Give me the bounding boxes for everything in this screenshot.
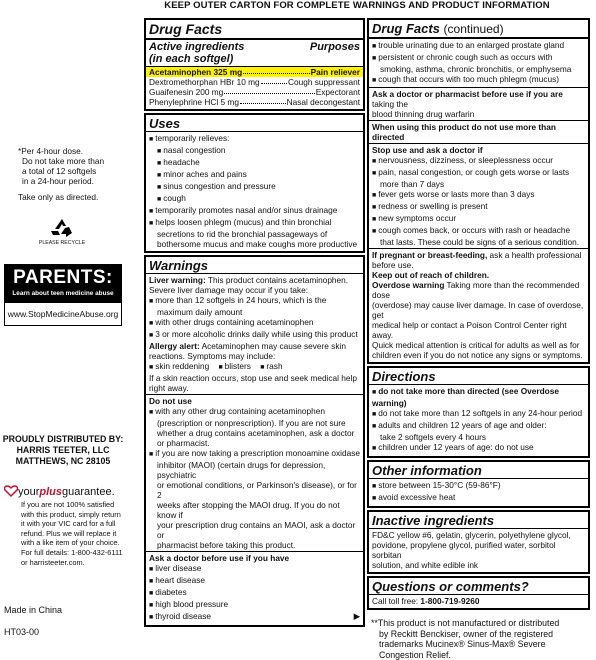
- dose-note: [18, 146, 104, 202]
- parents-url: www.StopMedicineAbuse.org: [5, 303, 121, 325]
- carton-banner: KEEP OUTER CARTON FOR COMPLETE WARNINGS AND PRODUCT INFORMATION: [118, 0, 596, 12]
- dose-note-line: *Per 4-hour dose.: [18, 146, 104, 156]
- take-only-text: Take only as directed.: [18, 192, 104, 202]
- ingredient-name: Phenylephrine HCl 5 mg: [149, 97, 239, 107]
- uses-item: ■ temporarily relieves:: [149, 133, 360, 145]
- directions-item: ■ do not take more than 12 softgels in any 24-hour period: [372, 408, 585, 420]
- liver-warning-label: Liver warning:: [149, 275, 206, 285]
- stop-use-heading: Stop use and ask a doctor if: [372, 145, 585, 155]
- liver-item: ■ more than 12 softgels in 24 hours, which is the: [149, 295, 360, 307]
- do-not-use-heading: Do not use: [149, 396, 360, 406]
- ingredient-row: [149, 77, 360, 87]
- made-in-text: Made in China: [4, 605, 62, 615]
- stop-use-item: ■ new symptoms occur: [372, 213, 585, 225]
- guarantee-line: with a like item of your choice.: [21, 538, 123, 548]
- other-information-item: ■ avoid excessive heat: [372, 492, 585, 504]
- do-not-use-item: pharmacist before taking this product.: [149, 540, 360, 550]
- dose-note-line: Do not take more than: [18, 156, 104, 166]
- distributor-line: PROUDLY DISTRIBUTED BY:: [0, 434, 126, 445]
- directions-item: ■ adults and children 12 years of age and older:: [372, 420, 585, 432]
- overdose-warning-text: children even if you do not notice any signs or symptoms.: [372, 350, 585, 360]
- do-not-use-item: inhibitor (MAOI) (certain drugs for depression, psychiatric: [149, 460, 360, 480]
- guarantee-brand-guarantee: guarantee.: [62, 486, 115, 498]
- purposes-heading: Purposes: [310, 41, 360, 53]
- distributor: [0, 434, 126, 467]
- continue-arrow-icon: ▶: [354, 611, 360, 623]
- do-not-use-item: ■ if you are now taking a prescription monoamine oxidase: [149, 448, 360, 460]
- uses-item: ■ minor aches and pains: [149, 169, 360, 181]
- guarantee-line: If you are not 100% satisfied: [21, 500, 123, 510]
- other-information-item: ■ store between 15-30°C (59-86°F): [372, 480, 585, 492]
- recycle-block: [36, 218, 88, 247]
- uses-item: ■ cough: [149, 193, 360, 205]
- drug-facts-column-1: [144, 18, 365, 630]
- ingredient-name: Dextromethorphan HBr 10 mg: [149, 77, 260, 87]
- guarantee-line: For full details: 1-800-432-6111: [21, 548, 123, 558]
- guarantee-line: or harristeeter.com.: [21, 558, 123, 568]
- dose-note-line: in a 24-hour period.: [18, 176, 104, 186]
- continued-warnings-box: [367, 18, 590, 364]
- questions-heading: Questions or comments?: [369, 579, 588, 595]
- continued-label: (continued): [444, 22, 504, 36]
- ask-pharmacist-heading: Ask a doctor or pharmacist before use if you are: [372, 89, 563, 99]
- ask-doctor-item: ■ high blood pressure: [149, 599, 360, 611]
- overdose-warning-text: medical help or contact a Poison Control Center right away.: [372, 320, 585, 340]
- uses-item: ■ sinus congestion and pressure: [149, 181, 360, 193]
- ask-doctor-item: smoking, asthma, chronic bronchitis, or emphysema: [372, 64, 585, 74]
- ask-doctor-item: ■ thyroid disease: [149, 611, 211, 623]
- guarantee-line: it with your VIC card for a full: [21, 519, 123, 529]
- warnings-box: [144, 255, 365, 627]
- ingredient-name: Guaifenesin 200 mg: [149, 87, 223, 97]
- do-not-use-item: your prescription drug contains an MAOI, ask a doctor or: [149, 520, 360, 540]
- parents-title: PARENTS:: [5, 265, 121, 289]
- allergy-alert-text: If a skin reaction occurs, stop use and seek medical help: [149, 373, 360, 383]
- footnote-line: Congestion Relief.: [371, 650, 590, 660]
- do-not-use-item: ■ with any other drug containing acetaminophen: [149, 406, 360, 418]
- keep-out-of-reach: Keep out of reach of children.: [372, 270, 585, 280]
- guarantee-text: [21, 500, 123, 567]
- pregnancy-text: ask a health professional: [487, 250, 581, 260]
- ingredient-row: [149, 87, 360, 97]
- active-ingredients-box: [144, 18, 365, 111]
- guarantee-logo: [4, 485, 130, 497]
- do-not-use-item: whether a drug contains acetaminophen, ask a doctor: [149, 428, 360, 438]
- ingredient-purpose: Pain reliever: [311, 67, 360, 77]
- liver-warning-text: This product contains acetaminophen.: [206, 275, 348, 285]
- ask-doctor-item: ■ diabetes: [149, 587, 360, 599]
- guarantee-line: with this product, simply return: [21, 510, 123, 520]
- stop-use-item: ■ nervousness, dizziness, or sleeplessness occur: [372, 155, 585, 167]
- call-label: Call toll free:: [372, 596, 418, 606]
- uses-heading: Uses: [146, 116, 363, 132]
- inactive-ingredients-box: [367, 510, 590, 574]
- uses-item: ■ temporarily promotes nasal and/or sinus drainage: [149, 205, 360, 217]
- ingredient-purpose: Expectorant: [316, 87, 360, 97]
- uses-item: ■ nasal congestion: [149, 145, 360, 157]
- stop-use-item: ■ pain, nasal congestion, or cough gets worse or lasts: [372, 167, 585, 179]
- warnings-heading: Warnings: [146, 258, 363, 274]
- directions-item: take 2 softgels every 4 hours: [372, 432, 585, 442]
- overdose-warning-text: Quick medical attention is critical for adults as well as for: [372, 340, 585, 350]
- ask-pharmacist-text: taking the: [372, 99, 408, 109]
- call-number: 1-800-719-9260: [418, 596, 479, 606]
- active-ingredients-subheading: (in each softgel): [146, 53, 363, 67]
- directions-heading: Directions: [369, 369, 588, 385]
- uses-item: ■ helps loosen phlegm (mucus) and thin bronchial: [149, 217, 360, 229]
- recycle-icon: [51, 218, 73, 238]
- overdose-warning-text: Taking more than the recommended dose: [372, 280, 579, 300]
- inactive-ingredients-text: FD&C yellow #6, gelatin, glycerin, polyethylene glycol,: [372, 530, 585, 540]
- questions-box: [367, 576, 590, 610]
- guarantee-line: refund. Plus we will replace it: [21, 529, 123, 539]
- footnote: [367, 612, 590, 660]
- stop-use-item: more than 7 days: [372, 179, 585, 189]
- do-not-use-item: or pharmacist.: [149, 438, 360, 448]
- stop-use-item: ■ cough comes back, or occurs with rash or headache: [372, 225, 585, 237]
- footnote-line: by Reckitt Benckiser, owner of the registered: [371, 629, 590, 640]
- recycle-label: PLEASE RECYCLE: [36, 240, 88, 247]
- ask-doctor-item: ■ trouble urinating due to an enlarged prostate gland: [372, 40, 585, 52]
- stop-use-item: that lasts. These could be signs of a serious condition.: [372, 237, 585, 247]
- ask-doctor-item: ■ cough that occurs with too much phlegm (mucus): [372, 74, 585, 86]
- pregnancy-text: before use.: [372, 260, 585, 270]
- uses-box: [144, 113, 365, 253]
- do-not-use-item: weeks after stopping the MAOI drug. If you do not know if: [149, 500, 360, 520]
- ask-doctor-heading: Ask a doctor before use if you have: [149, 553, 360, 563]
- overdose-warning-text: (overdose) may cause liver damage. In case of overdose, get: [372, 300, 585, 320]
- uses-item: bothersome mucus and make coughs more productive: [149, 239, 360, 249]
- footnote-line: **This product is not manufactured or distributed: [371, 618, 590, 629]
- active-ingredients-heading: Active ingredients: [149, 41, 244, 53]
- ask-doctor-item: ■ persistent or chronic cough such as occurs with: [372, 52, 585, 64]
- uses-item: secretions to rid the bronchial passageways of: [149, 229, 360, 239]
- product-code: HT03-00: [4, 627, 39, 637]
- liver-item: maximum daily amount: [149, 307, 360, 317]
- other-information-box: [367, 460, 590, 508]
- when-using-heading: When using this product do not use more than directed: [372, 122, 585, 142]
- stop-use-item: ■ redness or swelling is present: [372, 201, 585, 213]
- inactive-ingredients-heading: Inactive ingredients: [369, 513, 588, 529]
- do-not-use-item: or emotional conditions, or Parkinson's disease), or for 2: [149, 480, 360, 500]
- inactive-ingredients-text: solution, and white edible ink: [372, 560, 585, 570]
- allergy-alert-label: Allergy alert:: [149, 341, 200, 351]
- distributor-line: MATTHEWS, NC 28105: [0, 456, 126, 467]
- liver-item: ■ 3 or more alcoholic drinks daily while using this product: [149, 329, 360, 341]
- ask-doctor-item: ■ liver disease: [149, 563, 360, 575]
- ingredient-name: Acetaminophen 325 mg: [149, 67, 242, 77]
- drug-facts-title: Drug Facts: [146, 21, 363, 40]
- ingredient-purpose: Cough suppressant: [288, 77, 360, 87]
- uses-item: ■ headache: [149, 157, 360, 169]
- distributor-line: HARRIS TEETER, LLC: [0, 445, 126, 456]
- ask-doctor-item: ■ heart disease: [149, 575, 360, 587]
- liver-warning-text: Severe liver damage may occur if you take:: [149, 285, 360, 295]
- allergy-alert-text: right away.: [149, 383, 360, 393]
- stop-use-item: ■ fever gets worse or lasts more than 3 days: [372, 189, 585, 201]
- allergy-alert-text: reactions. Symptoms may include:: [149, 351, 360, 361]
- ingredient-row: [146, 67, 363, 77]
- ingredient-purpose: Nasal decongestant: [287, 97, 360, 107]
- ingredient-row: [149, 97, 360, 107]
- pregnancy-heading: If pregnant or breast-feeding,: [372, 250, 487, 260]
- footnote-line: trademarks Mucinex® Sinus-Max® Severe: [371, 639, 590, 650]
- directions-item: ■ do not take more than directed (see Overdose warning): [372, 386, 585, 408]
- overdose-warning-label: Overdose warning: [372, 280, 444, 290]
- directions-box: [367, 366, 590, 458]
- parents-box: [4, 264, 122, 326]
- ask-pharmacist-text: blood thinning drug warfarin: [372, 109, 585, 119]
- drug-facts-column-2: [367, 18, 590, 630]
- guarantee-heart-icon: [4, 485, 18, 497]
- guarantee-brand-plus: plus: [39, 486, 62, 498]
- liver-item: ■ with other drugs containing acetaminophen: [149, 317, 360, 329]
- inactive-ingredients-text: povidone, propylene glycol, purified water, sorbitol sorbitan: [372, 540, 585, 560]
- allergy-alert-text: Acetaminophen may cause severe skin: [200, 341, 346, 351]
- dose-note-line: a total of 12 softgels: [18, 166, 104, 176]
- allergy-symptom: ■ skin reddening: [149, 361, 209, 371]
- parents-subtitle: Learn about teen medicine abuse: [5, 289, 121, 299]
- other-information-heading: Other information: [369, 463, 588, 479]
- drug-facts-continued-title: Drug Facts: [372, 21, 440, 36]
- allergy-symptom: ■ blisters: [218, 361, 251, 371]
- guarantee-brand-your: your: [18, 486, 39, 498]
- directions-item: ■ children under 12 years of age: do not use: [372, 442, 585, 454]
- do-not-use-item: (prescription or nonprescription). If you are not sure: [149, 418, 360, 428]
- allergy-symptom: ■ rash: [260, 361, 282, 371]
